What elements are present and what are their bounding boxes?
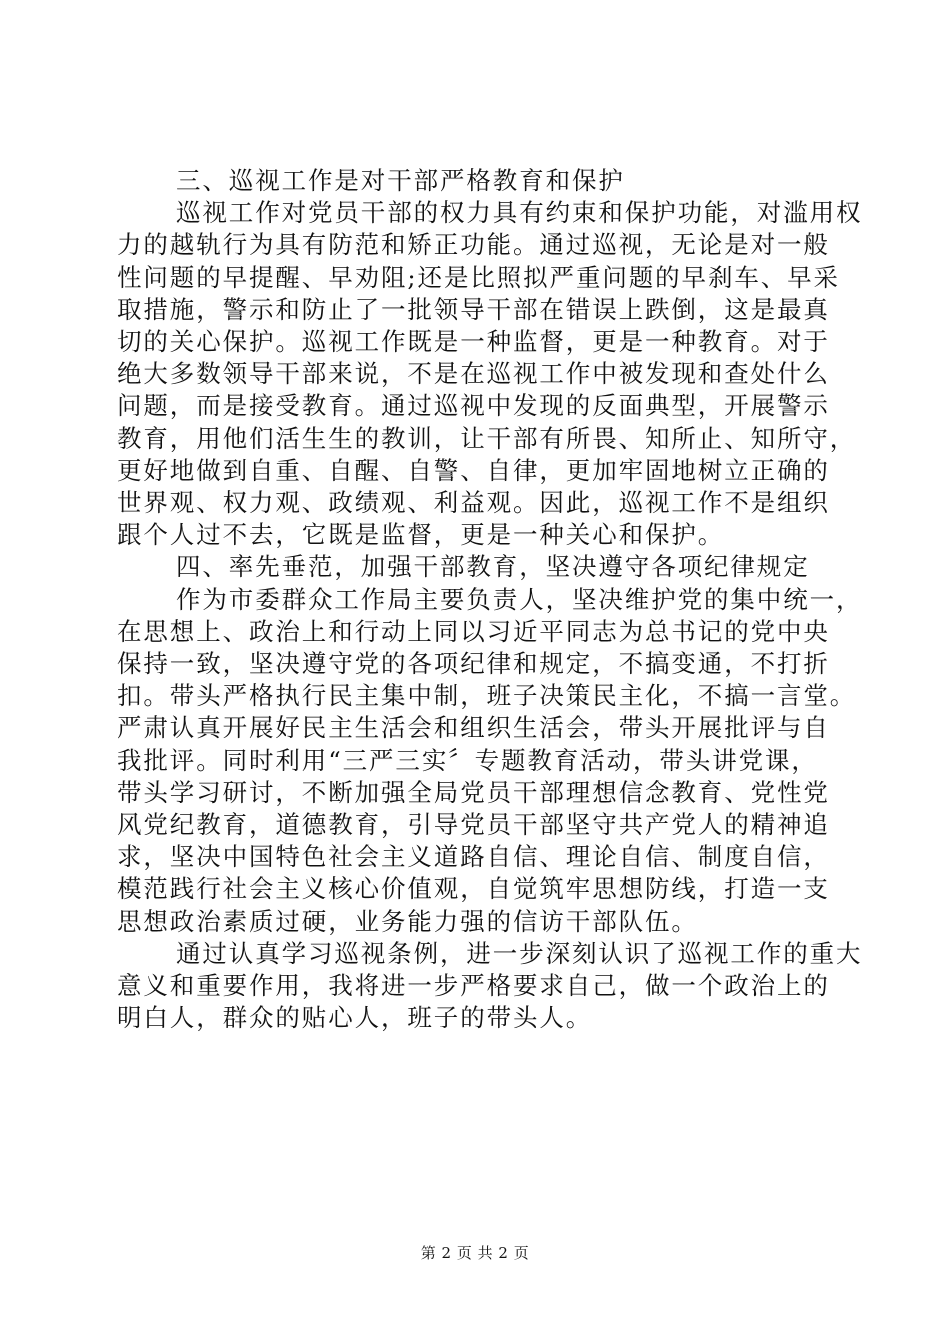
text-line: 风党纪教育，道德教育，引导党员干部坚守共产党人的精神追: [117, 810, 830, 839]
text-line: 明白人，群众的贴心人，班子的带头人。: [117, 1003, 593, 1033]
text-line: 严肃认真开展好民主生活会和组织生活会，带头开展批评与自: [117, 713, 830, 743]
text-line: 取措施，警示和防止了一批领导干部在错误上跌倒，这是最真: [117, 294, 830, 324]
text-line: 扣。带头严格执行民主集中制，班子决策民主化，不搞一言堂。: [117, 681, 857, 711]
text-line: 绝大多数领导干部来说，不是在巡视工作中被发现和查处什么: [117, 359, 830, 389]
text-line: 作为市委群众工作局主要负责人，坚决维护党的集中统一，: [176, 584, 863, 614]
text-line: 思想政治素质过硬，业务能力强的信访干部队伍。: [117, 906, 698, 936]
text-line: 三、巡视工作是对干部严格教育和保护: [176, 166, 625, 195]
text-line: 意义和重要作用，我将进一步严格要求自己，做一个政治上的: [117, 971, 830, 1000]
text-line: 保持一致，坚决遵守党的各项纪律和规定，不搞变通，不打折: [117, 649, 830, 678]
text-line: 切的关心保护。巡视工作既是一种监督，更是一种教育。对于: [117, 327, 830, 356]
page-footer: 第 2 页 共 2 页: [420, 1244, 530, 1262]
text-line: 世界观、权力观、政绩观、利益观。因此，巡视工作不是组织: [117, 488, 830, 517]
text-line: 力的越轨行为具有防范和矫正功能。通过巡视，无论是对一般: [117, 230, 830, 260]
text-line: 带头学习研讨，不断加强全局党员干部理想信念教育、党性党: [117, 777, 830, 807]
text-line: 跟个人过不去，它既是监督，更是一种关心和保护。: [117, 520, 725, 550]
text-line: 教育，用他们活生生的教训，让干部有所畏、知所止、知所守，: [117, 423, 857, 453]
text-line: 更好地做到自重、自醒、自警、自律，更加牢固地树立正确的: [117, 455, 830, 485]
text-line: 四、率先垂范，加强干部教育，坚决遵守各项纪律规定: [176, 552, 810, 582]
text-line: 问题，而是接受教育。通过巡视中发现的反面典型，开展警示: [117, 391, 830, 421]
text-line: 求，坚决中国特色社会主义道路自信、理论自信、制度自信，: [117, 842, 830, 872]
text-line: 在思想上、政治上和行动上同以习近平同志为总书记的党中央: [117, 616, 830, 646]
text-line: 通过认真学习巡视条例，进一步深刻认识了巡视工作的重大: [176, 938, 863, 968]
text-line: 巡视工作对党员干部的权力具有约束和保护功能，对滥用权: [176, 198, 863, 228]
text-line: 模范践行社会主义核心价值观，自觉筑牢思想防线，打造一支: [117, 874, 830, 904]
text-line: 我批评。同时利用“三严三实〞专题教育活动，带头讲党课，: [117, 745, 818, 775]
text-line: 性问题的早提醒、早劝阻;还是比照拟严重问题的早刹车、早采: [117, 262, 840, 292]
